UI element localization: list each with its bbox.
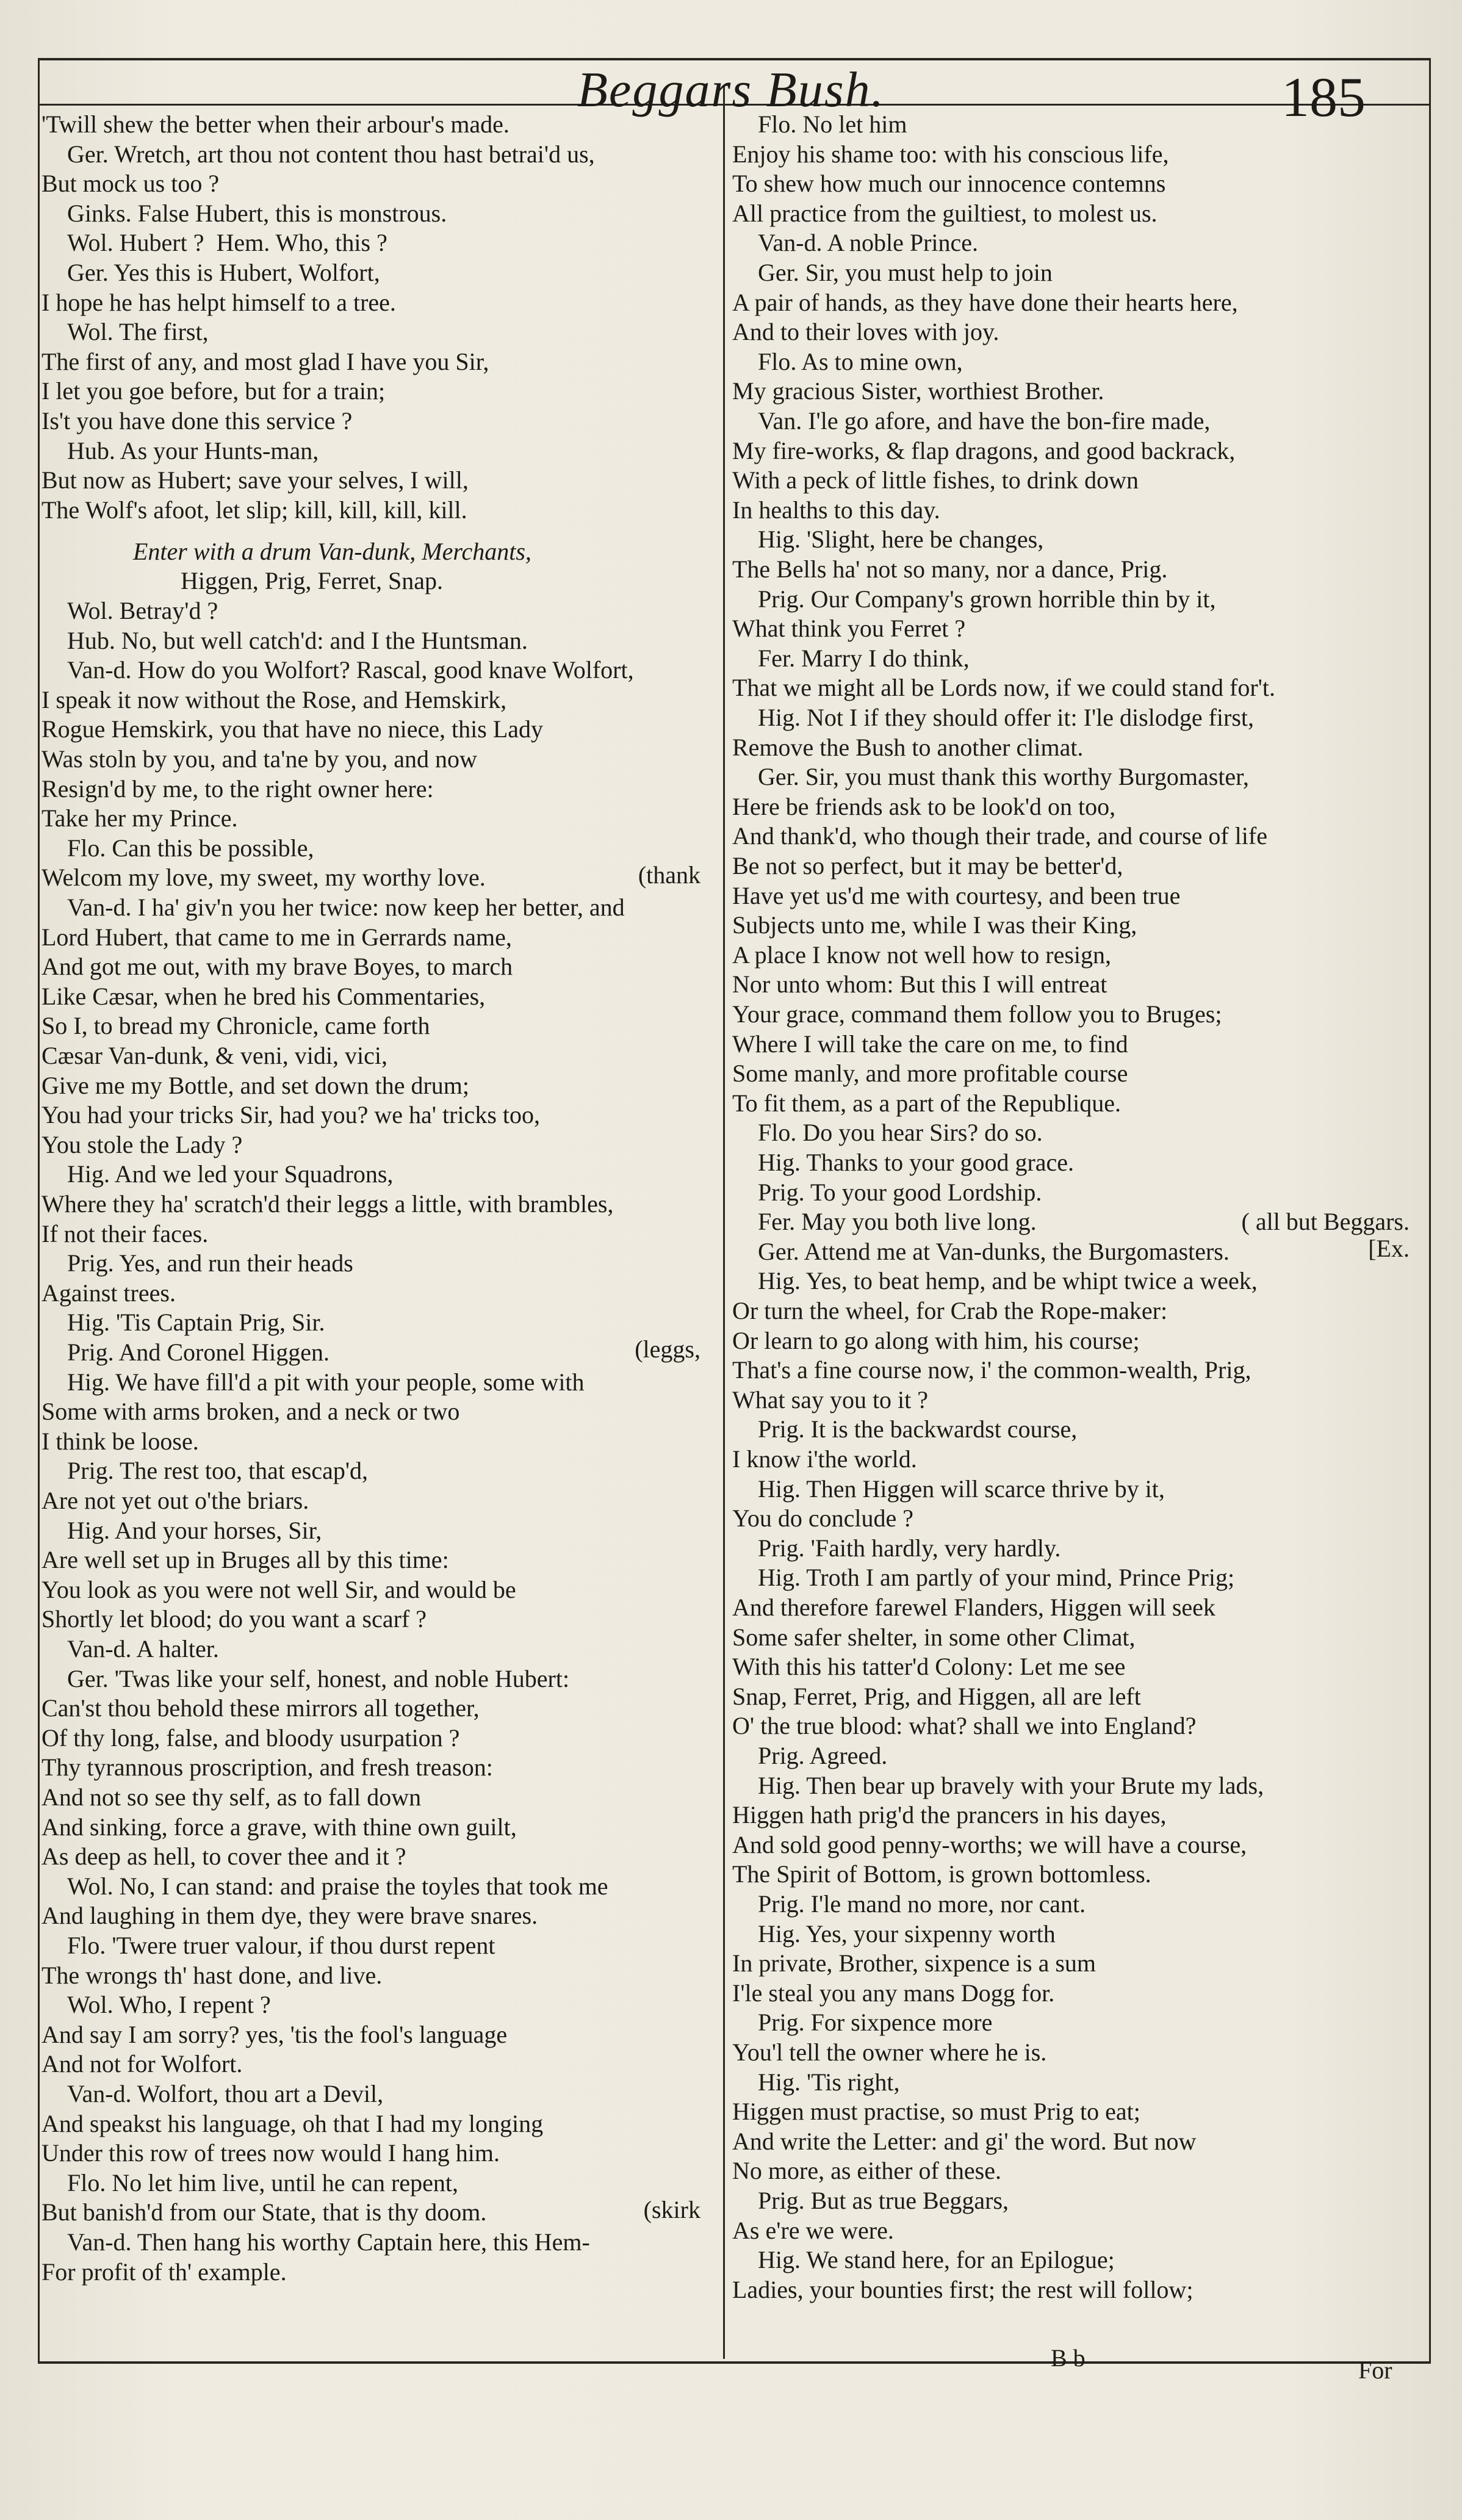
text-line: Take her my Prince. xyxy=(41,804,238,832)
text-line: Ger. Sir, you must thank this worthy Burgomaster, xyxy=(758,763,1249,791)
text-line: Cæsar Van-dunk, & veni, vidi, vici, xyxy=(41,1042,387,1070)
text-line: Higgen must practise, so must Prig to eat; xyxy=(732,2098,1140,2126)
text-line: And speakst his language, oh that I had my longing xyxy=(41,2109,544,2137)
text-line: But mock us too ? xyxy=(41,170,220,198)
text-line: You had your tricks Sir, had you? we ha' tricks too, xyxy=(41,1101,540,1129)
stage-direction-note: [Ex. xyxy=(1368,1234,1410,1262)
text-line: Like Cæsar, when he bred his Commentaries, xyxy=(41,982,486,1010)
text-line: Ginks. False Hubert, this is monstrous. xyxy=(67,199,447,227)
stage-direction-note: (skirk xyxy=(643,2195,700,2223)
text-line: Or learn to go along with him, his course; xyxy=(732,1326,1140,1354)
text-line: Van-d. Wolfort, thou art a Devil, xyxy=(67,2080,384,2108)
text-line: And write the Letter: and gi' the word. But now xyxy=(732,2127,1197,2155)
text-line: Van-d. Then hang his worthy Captain here, this Hem- xyxy=(67,2228,590,2256)
text-line: With this his tatter'd Colony: Let me see xyxy=(732,1653,1126,1681)
text-line: Prig. Our Company's grown horrible thin by it, xyxy=(758,585,1216,613)
text-line: As deep as hell, to cover thee and it ? xyxy=(41,1843,406,1871)
text-line: Shortly let blood; do you want a scarf ? xyxy=(41,1605,427,1633)
running-title: Beggars Bush. xyxy=(577,62,885,117)
text-line: In healths to this day. xyxy=(732,496,940,524)
text-line: O' the true blood: what? shall we into England? xyxy=(732,1712,1197,1740)
text-line: Snap, Ferret, Prig, and Higgen, all are left xyxy=(732,1682,1141,1710)
text-line: Welcom my love, my sweet, my worthy love. xyxy=(41,864,486,892)
text-line: You look as you were not well Sir, and would be xyxy=(41,1575,516,1603)
text-line: And laughing in them dye, they were brave snares. xyxy=(41,1902,538,1930)
text-line: And sold good penny-worths; we will have a course, xyxy=(732,1830,1247,1858)
stage-direction-note: (leggs, xyxy=(635,1335,700,1363)
text-line: Lord Hubert, that came to me in Gerrards name, xyxy=(41,923,512,951)
text-line: Prig. Yes, and run their heads xyxy=(67,1249,353,1277)
column-divider xyxy=(723,85,725,2359)
text-line: Flo. Can this be possible, xyxy=(67,834,314,862)
text-line: Prig. And Coronel Higgen. xyxy=(67,1338,329,1367)
page-number: 185 xyxy=(1281,66,1366,128)
stage-direction-note: ( all but Beggars. xyxy=(1241,1208,1410,1236)
text-line: Ger. 'Twas like your self, honest, and noble Hubert: xyxy=(67,1664,570,1692)
text-line: The Bells ha' not so many, nor a dance, Prig. xyxy=(732,555,1168,583)
text-line: Here be friends ask to be look'd on too, xyxy=(732,792,1116,820)
text-line: Ger. Sir, you must help to join xyxy=(758,259,1053,286)
text-line: Fer. May you both live long. xyxy=(758,1208,1037,1236)
text-line: If not their faces. xyxy=(41,1219,209,1247)
text-line: Prig. Agreed. xyxy=(758,1742,888,1769)
text-line: The wrongs th' hast done, and live. xyxy=(41,1961,383,1989)
text-line: In private, Brother, sixpence is a sum xyxy=(732,1949,1096,1977)
text-line: Wol. Hubert ? Hem. Who, this ? xyxy=(67,229,387,257)
text-line: The Wolf's afoot, let slip; kill, kill, kill, kill. xyxy=(41,496,467,524)
text-line: Flo. As to mine own, xyxy=(758,347,963,375)
text-line: Ger. Wretch, art thou not content thou hast betrai'd us, xyxy=(67,140,595,168)
text-line: Hig. Thanks to your good grace. xyxy=(758,1149,1075,1176)
text-line: I think be loose. xyxy=(41,1427,199,1455)
text-line: I know i'the world. xyxy=(732,1445,917,1473)
text-line: Hig. 'Slight, here be changes, xyxy=(758,525,1044,554)
text-line: And thank'd, who though their trade, and course of life xyxy=(732,822,1267,850)
text-line: Hig. Not I if they should offer it: I'le dislodge first, xyxy=(758,704,1255,731)
text-line: What think you Ferret ? xyxy=(732,615,966,643)
text-line: Hub. No, but well catch'd: and I the Huntsman. xyxy=(67,626,528,654)
text-line: As e're we were. xyxy=(732,2216,894,2244)
text-line: Enter with a drum Van-dunk, Merchants, xyxy=(133,537,531,565)
text-line: Hub. As your Hunts-man, xyxy=(67,436,319,464)
text-line: Flo. No let him live, until he can repent, xyxy=(67,2168,458,2197)
text-line: That's a fine course now, i' the common-wealth, Prig, xyxy=(732,1356,1251,1384)
text-line: To fit them, as a part of the Republique. xyxy=(732,1089,1122,1117)
text-line: Hig. Then bear up bravely with your Brute my lads, xyxy=(758,1771,1264,1799)
text-line: To shew how much our innocence contemns xyxy=(732,170,1166,198)
text-line: Enjoy his shame too: with his conscious life, xyxy=(732,140,1169,168)
text-line: A pair of hands, as they have done their hearts here, xyxy=(732,288,1238,316)
text-line: I let you goe before, but for a train; xyxy=(41,377,386,405)
text-line: I hope he has helpt himself to a tree. xyxy=(41,288,396,316)
text-line: Hig. 'Tis Captain Prig, Sir. xyxy=(67,1309,325,1337)
text-line: Flo. No let him xyxy=(758,110,907,138)
text-line: A place I know not well how to resign, xyxy=(732,940,1111,969)
text-line: Hig. 'Tis right, xyxy=(758,2068,900,2096)
text-line: Wol. Betray'd ? xyxy=(67,597,218,625)
text-line: Some with arms broken, and a neck or two xyxy=(41,1398,460,1426)
text-line: Subjects unto me, while I was their King, xyxy=(732,911,1137,939)
text-line: Prig. For sixpence more xyxy=(758,2009,993,2037)
stage-direction-note: (thank xyxy=(638,861,700,889)
text-line: My gracious Sister, worthiest Brother. xyxy=(732,377,1104,405)
text-line: Prig. It is the backwardst course, xyxy=(758,1415,1078,1443)
text-line: Remove the Bush to another climat. xyxy=(732,733,1084,761)
text-line: Wol. Who, I repent ? xyxy=(67,1991,271,2019)
text-line: But banish'd from our State, that is thy doom. xyxy=(41,2198,487,2226)
text-line: Ladies, your bounties first; the rest will follow; xyxy=(732,2275,1194,2303)
text-line: Van-d. How do you Wolfort? Rascal, good knave Wolfort, xyxy=(67,656,634,684)
text-line: Some manly, and more profitable course xyxy=(732,1060,1128,1088)
text-line: Have yet us'd me with courtesy, and been true xyxy=(732,881,1181,909)
text-line: You do conclude ? xyxy=(732,1504,914,1533)
text-line: Ger. Yes this is Hubert, Wolfort, xyxy=(67,259,380,286)
text-line: And not so see thy self, as to fall down xyxy=(41,1783,422,1811)
text-line: Prig. The rest too, that escap'd, xyxy=(67,1457,369,1485)
text-line: Van-d. A halter. xyxy=(67,1635,219,1663)
text-line: You stole the Lady ? xyxy=(41,1130,243,1158)
text-line: I'le steal you any mans Dogg for. xyxy=(732,1979,1055,2007)
text-line: And not for Wolfort. xyxy=(41,2050,243,2078)
text-line: But now as Hubert; save your selves, I will, xyxy=(41,466,469,494)
text-line: Higgen, Prig, Ferret, Snap. xyxy=(181,567,443,595)
text-line: Nor unto whom: But this I will entreat xyxy=(732,970,1107,998)
text-line: Rogue Hemskirk, you that have no niece, this Lady xyxy=(41,715,544,743)
text-line: That we might all be Lords now, if we could stand for't. xyxy=(732,674,1275,702)
text-line: Ger. Attend me at Van-dunks, the Burgomasters. xyxy=(758,1237,1230,1265)
text-line: Can'st thou behold these mirrors all together, xyxy=(41,1694,480,1722)
text-line: My fire-works, & flap dragons, and good backrack, xyxy=(732,436,1236,464)
catchword: For xyxy=(1358,2356,1392,2384)
text-line: Are not yet out o'the briars. xyxy=(41,1487,309,1515)
text-line: And got me out, with my brave Boyes, to march xyxy=(41,953,513,981)
text-line: Under this row of trees now would I hang him. xyxy=(41,2139,500,2167)
text-line: For profit of th' example. xyxy=(41,2258,287,2286)
text-line: No more, as either of these. xyxy=(732,2157,1001,2185)
text-line: Van-d. A noble Prince. xyxy=(758,229,979,257)
text-line: Flo. Do you hear Sirs? do so. xyxy=(758,1119,1043,1147)
text-line: What say you to it ? xyxy=(732,1385,929,1413)
text-line: Hig. We stand here, for an Epilogue; xyxy=(758,2246,1115,2274)
text-line: Fer. Marry I do think, xyxy=(758,644,970,672)
text-line: Wol. No, I can stand: and praise the toyles that took me xyxy=(67,1872,608,1900)
text-line: Or turn the wheel, for Crab the Rope-maker: xyxy=(732,1297,1168,1324)
text-line: Prig. To your good Lordship. xyxy=(758,1178,1042,1206)
text-line: And sinking, force a grave, with thine own guilt, xyxy=(41,1813,517,1841)
text-line: 'Twill shew the better when their arbour's made. xyxy=(41,110,510,138)
text-line: So I, to bread my Chronicle, came forth xyxy=(41,1012,430,1040)
text-line: All practice from the guiltiest, to molest us. xyxy=(732,199,1158,227)
text-line: Where I will take the care on me, to find xyxy=(732,1030,1128,1058)
text-line: Of thy long, false, and bloody usurpation ? xyxy=(41,1724,460,1752)
text-line: Give me my Bottle, and set down the drum; xyxy=(41,1071,469,1099)
text-line: The Spirit of Bottom, is grown bottomless. xyxy=(732,1860,1151,1888)
text-line: You'l tell the owner where he is. xyxy=(732,2038,1047,2066)
frame-left-rule xyxy=(38,58,40,2361)
text-line: Thy tyrannous proscription, and fresh treason: xyxy=(41,1753,493,1782)
text-line: Prig. 'Faith hardly, very hardly. xyxy=(758,1534,1061,1562)
text-line: And to their loves with joy. xyxy=(732,318,999,346)
text-line: Are well set up in Bruges all by this time: xyxy=(41,1546,449,1574)
text-line: Higgen hath prig'd the prancers in his dayes, xyxy=(732,1801,1167,1829)
text-line: Hig. Yes, your sixpenny worth xyxy=(758,1919,1056,1948)
text-line: Hig. And we led your Squadrons, xyxy=(67,1160,394,1188)
text-line: Hig. Troth I am partly of your mind, Prince Prig; xyxy=(758,1564,1235,1592)
text-line: The first of any, and most glad I have you Sir, xyxy=(41,347,489,375)
signature-mark: B b xyxy=(1051,2344,1086,2372)
text-line: With a peck of little fishes, to drink down xyxy=(732,466,1139,494)
text-line: Is't you have done this service ? xyxy=(41,407,353,435)
text-line: Prig. I'le mand no more, nor cant. xyxy=(758,1890,1086,1918)
text-line: And therefore farewel Flanders, Higgen will seek xyxy=(732,1594,1215,1621)
text-line: Was stoln by you, and ta'ne by you, and now xyxy=(41,745,477,773)
text-line: Hig. Yes, to beat hemp, and be whipt twice a week, xyxy=(758,1267,1258,1295)
text-line: Some safer shelter, in some other Climat, xyxy=(732,1623,1136,1651)
text-line: Hig. And your horses, Sir, xyxy=(67,1516,322,1544)
text-line: Be not so perfect, but it may be better'd, xyxy=(732,852,1123,879)
text-line: And say I am sorry? yes, 'tis the fool's language xyxy=(41,2020,508,2048)
text-line: Where they ha' scratch'd their leggs a little, with brambles, xyxy=(41,1190,614,1218)
text-line: Prig. But as true Beggars, xyxy=(758,2187,1009,2214)
text-line: Van-d. I ha' giv'n you her twice: now keep her better, and xyxy=(67,894,625,922)
text-line: Van. I'le go afore, and have the bon-fire made, xyxy=(758,407,1211,435)
frame-right-rule xyxy=(1429,58,1431,2361)
text-line: I speak it now without the Rose, and Hemskirk, xyxy=(41,685,507,713)
text-line: Flo. 'Twere truer valour, if thou durst repent xyxy=(67,1932,495,1960)
text-line: Resign'd by me, to the right owner here: xyxy=(41,774,434,803)
text-line: Against trees. xyxy=(41,1279,176,1307)
text-line: Your grace, command them follow you to Bruges; xyxy=(732,1000,1222,1028)
text-line: Hig. We have fill'd a pit with your people, some with xyxy=(67,1368,585,1396)
text-line: Wol. The first, xyxy=(67,318,209,346)
text-line: Hig. Then Higgen will scarce thrive by it, xyxy=(758,1475,1165,1503)
